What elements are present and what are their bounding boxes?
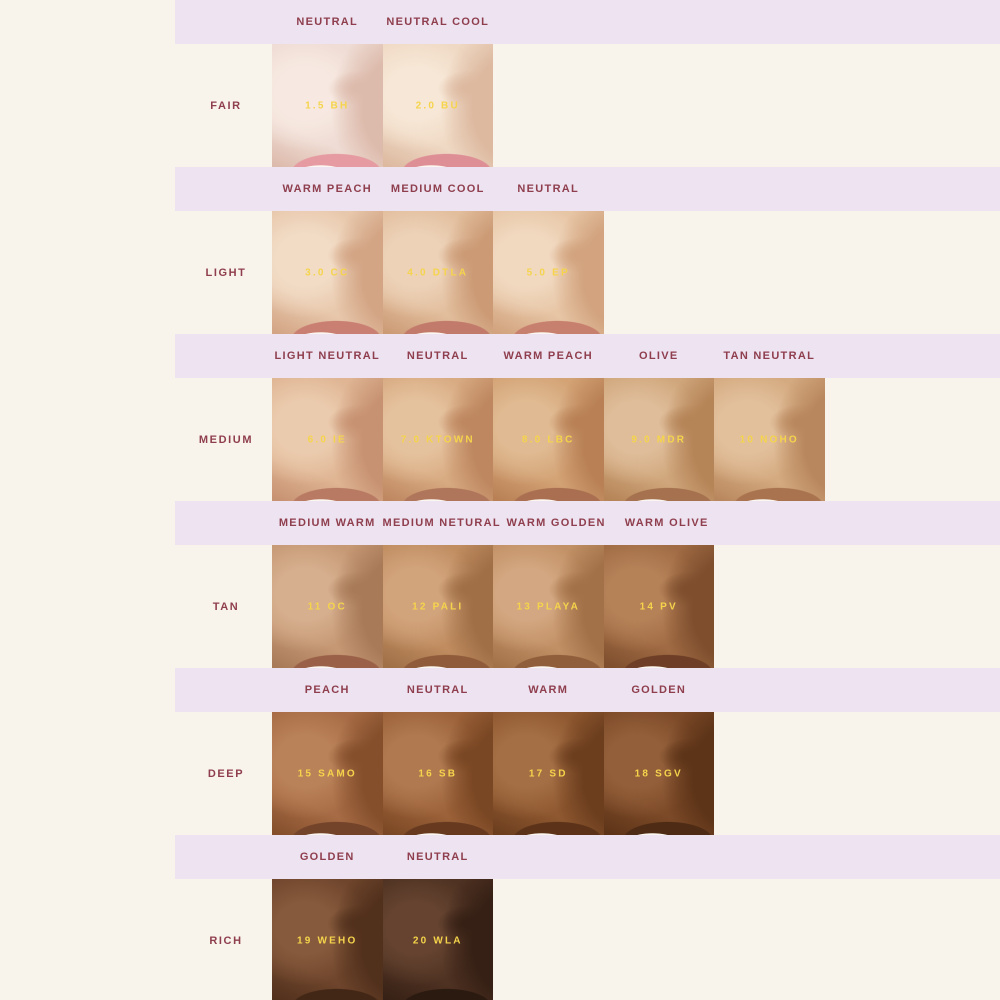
shade-swatch-14-pv xyxy=(604,545,715,668)
shade-code: 4.0 DTLA xyxy=(407,267,469,278)
tone-row xyxy=(0,378,1000,501)
tone-group-light xyxy=(0,167,1000,334)
undertone-label: TAN NEUTRAL xyxy=(723,350,816,362)
undertone-label: NEUTRAL xyxy=(406,684,469,696)
tone-label: MEDIUM xyxy=(198,433,254,446)
tone-group-rich xyxy=(0,835,1000,1000)
shade-code: 10 NOHO xyxy=(739,434,799,445)
shade-swatch-1-5-bh xyxy=(272,44,383,167)
undertone-label: GOLDEN xyxy=(631,684,687,696)
shade-code: 13 PLAYA xyxy=(516,601,581,612)
undertone-label: WARM GOLDEN xyxy=(506,517,606,529)
tone-row xyxy=(0,545,1000,668)
shade-code: 12 PALI xyxy=(412,601,464,612)
undertone-label: MEDIUM NETURAL xyxy=(382,517,501,529)
tone-row xyxy=(0,211,1000,334)
undertone-label: MEDIUM WARM xyxy=(278,517,376,529)
tone-label: LIGHT xyxy=(205,266,247,279)
undertone-label: NEUTRAL xyxy=(517,183,580,195)
shade-swatch-20-wla xyxy=(383,879,494,1000)
tone-label: FAIR xyxy=(210,99,242,112)
shade-code: 9.0 MDR xyxy=(631,434,687,445)
undertone-band xyxy=(175,501,1000,545)
tone-label: RICH xyxy=(209,934,243,947)
swatch-strip xyxy=(272,378,825,501)
undertone-label: MEDIUM COOL xyxy=(390,183,485,195)
tone-label: DEEP xyxy=(207,767,245,780)
shade-swatch-2-0-bu xyxy=(383,44,494,167)
shade-code: 15 SAMO xyxy=(297,768,357,779)
shade-swatch-6-0-ie xyxy=(272,378,383,501)
shade-swatch-13-playa xyxy=(493,545,604,668)
tone-row xyxy=(0,712,1000,835)
shade-swatch-11-oc xyxy=(272,545,383,668)
shade-swatch-17-sd xyxy=(493,712,604,835)
shade-code: 11 OC xyxy=(307,601,347,612)
shade-swatch-4-0-dtla xyxy=(383,211,494,334)
shade-code: 6.0 IE xyxy=(307,434,347,445)
shade-code: 7.0 KTOWN xyxy=(400,434,475,445)
shade-code: 5.0 EP xyxy=(526,267,570,278)
undertone-band xyxy=(175,167,1000,211)
shade-swatch-10-noho xyxy=(714,378,825,501)
swatch-strip xyxy=(272,44,493,167)
undertone-label: NEUTRAL xyxy=(406,851,469,863)
shade-swatch-3-0-cc xyxy=(272,211,383,334)
undertone-label: WARM OLIVE xyxy=(624,517,709,529)
swatch-strip xyxy=(272,545,714,668)
undertone-band xyxy=(175,0,1000,44)
undertone-label: LIGHT NEUTRAL xyxy=(274,350,380,362)
tone-row xyxy=(0,44,1000,167)
shade-swatch-9-0-mdr xyxy=(604,378,715,501)
swatch-strip xyxy=(272,712,714,835)
shade-code: 16 SB xyxy=(418,768,458,779)
shade-swatch-5-0-ep xyxy=(493,211,604,334)
undertone-label: WARM PEACH xyxy=(282,183,372,195)
swatch-strip xyxy=(272,879,493,1000)
undertone-label: GOLDEN xyxy=(299,851,355,863)
undertone-label: OLIVE xyxy=(638,350,679,362)
tone-group-fair xyxy=(0,0,1000,167)
shade-swatch-8-0-lbc xyxy=(493,378,604,501)
undertone-label: NEUTRAL xyxy=(296,16,359,28)
swatch-strip xyxy=(272,211,604,334)
shade-swatch-12-pali xyxy=(383,545,494,668)
tone-group-deep xyxy=(0,668,1000,835)
undertone-label: WARM PEACH xyxy=(503,350,593,362)
undertone-label: WARM xyxy=(528,684,569,696)
shade-code: 18 SGV xyxy=(634,768,683,779)
shade-code: 8.0 LBC xyxy=(521,434,575,445)
shade-code: 3.0 CC xyxy=(305,267,350,278)
tone-group-medium xyxy=(0,334,1000,501)
tone-row xyxy=(0,879,1000,1000)
shade-swatch-16-sb xyxy=(383,712,494,835)
shade-swatch-7-0-ktown xyxy=(383,378,494,501)
shade-code: 1.5 BH xyxy=(305,100,350,111)
shade-code: 2.0 BU xyxy=(415,100,460,111)
undertone-band xyxy=(175,668,1000,712)
shade-swatch-18-sgv xyxy=(604,712,715,835)
shade-swatch-19-weho xyxy=(272,879,383,1000)
undertone-label: NEUTRAL xyxy=(406,350,469,362)
undertone-band xyxy=(175,835,1000,879)
tone-group-tan xyxy=(0,501,1000,668)
shade-code: 19 WEHO xyxy=(297,935,358,946)
shade-swatch-15-samo xyxy=(272,712,383,835)
undertone-label: NEUTRAL COOL xyxy=(386,16,490,28)
shade-code: 14 PV xyxy=(639,601,678,612)
undertone-band xyxy=(175,334,1000,378)
shade-code: 17 SD xyxy=(528,768,568,779)
shade-code: 20 WLA xyxy=(412,935,463,946)
undertone-label: PEACH xyxy=(304,684,350,696)
tone-label: TAN xyxy=(212,600,240,613)
